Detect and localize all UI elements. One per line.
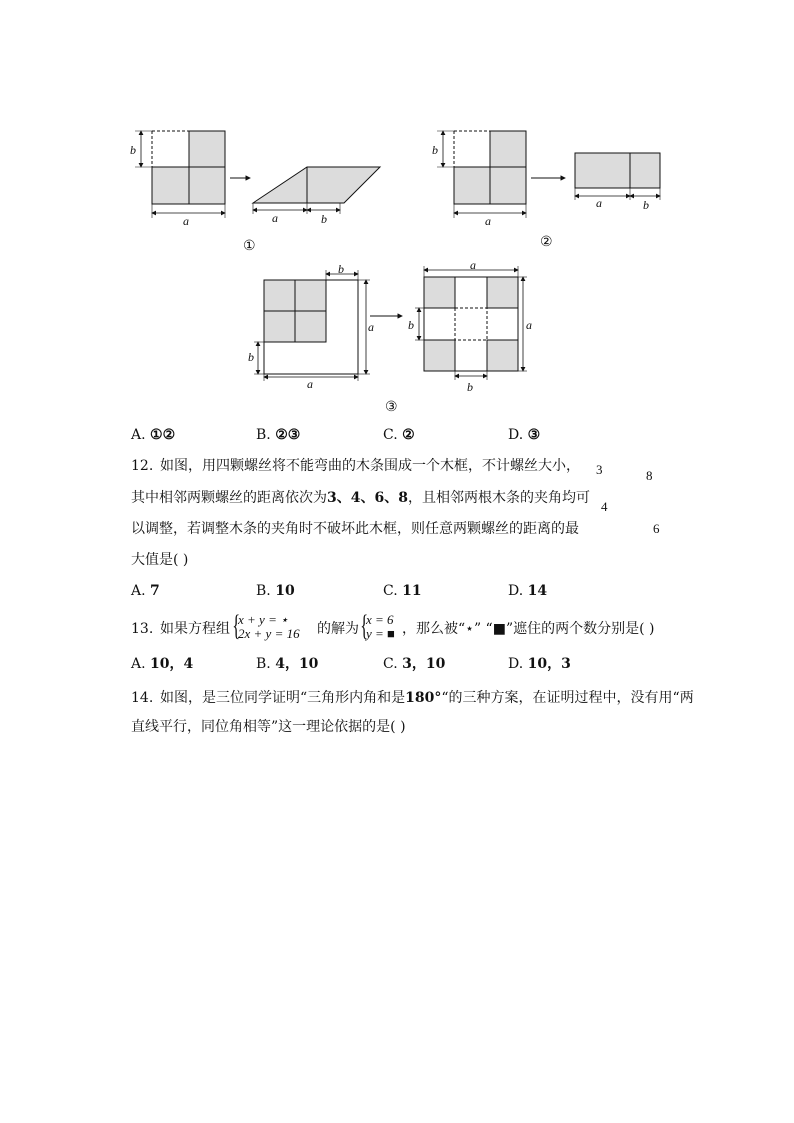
figure-2 <box>437 131 660 218</box>
fig2-label-a2: a <box>596 196 602 210</box>
fig1-label-b2: b <box>321 212 327 226</box>
fig2-label-a: a <box>485 214 491 228</box>
q12-number: 12. <box>131 458 154 474</box>
fig1-label-a: a <box>183 214 189 228</box>
q13-option-d[interactable]: D. 10，3 <box>508 656 571 672</box>
star-icon: ⋆ <box>465 621 474 637</box>
q11-option-b[interactable]: B. ②③ <box>256 427 301 443</box>
q14-line-2: 直线平行，同位角相等”这一理论依据的是( ) <box>131 719 406 735</box>
fig3-label-a-bottom: a <box>307 377 313 391</box>
fig1-label-b: b <box>130 143 136 157</box>
q13-option-b[interactable]: B. 4，10 <box>256 656 319 672</box>
q12-line-1: 如图，用四颗螺丝将不能弯曲的木条围成一个木框，不计螺丝大小， <box>160 458 580 474</box>
fig3-marker: ③ <box>385 400 398 415</box>
figure-3 <box>254 266 527 381</box>
q13-sol1: x = 6 <box>366 612 394 627</box>
q11-figures <box>0 0 794 420</box>
fig2-marker: ② <box>540 235 553 250</box>
q13-intro: 如果方程组 <box>160 621 230 637</box>
q13-option-c[interactable]: C. 3，10 <box>383 656 446 672</box>
fig3-label-a-right: a <box>368 320 374 334</box>
q13-option-a[interactable]: A. 10，4 <box>131 656 194 672</box>
q12-option-b[interactable]: B. 10 <box>256 583 295 599</box>
fig1-marker: ① <box>243 239 256 254</box>
q12-line-4: 大值是( ) <box>131 552 189 568</box>
figure-1 <box>135 131 380 218</box>
square-icon: ■ <box>492 621 506 637</box>
q13-brace-2: { <box>360 609 369 642</box>
q14-number: 14. <box>131 690 154 706</box>
q12-line-3: 以调整，若调整木条的夹角时不破坏此木框，则任意两颗螺丝的距离的最 <box>131 521 579 537</box>
fig3-label-b-bottom2: b <box>467 380 473 394</box>
q11-option-c[interactable]: C. ② <box>383 427 415 443</box>
q12-line-2: 其中相邻两颗螺丝的距离依次为3、4、6、8，且相邻两根木条的夹角均可 <box>131 490 590 506</box>
q12-option-a[interactable]: A. 7 <box>131 583 160 599</box>
q11-option-d[interactable]: D. ③ <box>508 427 541 443</box>
q13-number: 13. <box>131 621 154 637</box>
fig1-label-a2: a <box>272 211 278 225</box>
q13-sol2: y = ■ <box>366 626 395 641</box>
fig3-label-b-left: b <box>248 350 254 364</box>
q12-option-c[interactable]: C. 11 <box>383 583 422 599</box>
q13-mid: 的解为 <box>317 621 359 637</box>
fig3-label-b-left2: b <box>408 318 414 332</box>
fig2-label-b2: b <box>643 198 649 212</box>
q13-brace-1: { <box>232 609 241 642</box>
q12-side-8: 8 <box>646 468 653 483</box>
fig3-label-a-top2: a <box>470 258 476 272</box>
q12-side-6: 6 <box>653 521 660 536</box>
q12-option-d[interactable]: D. 14 <box>508 583 548 599</box>
q11-option-a[interactable]: A. ①② <box>131 427 176 443</box>
q12-side-3: 3 <box>596 462 603 477</box>
q13-eq1: x + y = ⋆ <box>238 612 289 627</box>
fig3-label-a-right2: a <box>526 318 532 332</box>
fig3-label-b-top: b <box>338 262 344 276</box>
q13-tail: ，那么被“⋆” “■”遮住的两个数分别是( ) <box>402 621 655 637</box>
q12-side-4: 4 <box>601 499 608 514</box>
q13-eq2: 2x + y = 16 <box>238 626 300 641</box>
fig2-label-b: b <box>432 143 438 157</box>
q14-line-1: 如图，是三位同学证明“三角形内角和是180°“的三种方案，在证明过程中，没有用“两 <box>160 690 694 706</box>
